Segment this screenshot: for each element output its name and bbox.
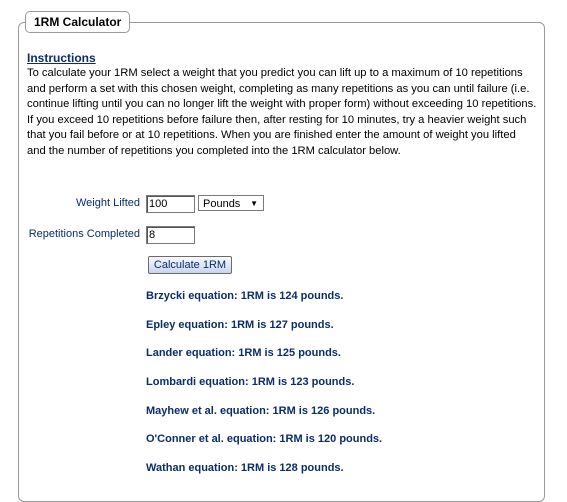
calculate-1rm-button[interactable]: Calculate 1RM [148,256,232,274]
weight-lifted-label: Weight Lifted [75,197,140,209]
instructions-text: To calculate your 1RM select a weight that you predict you can lift up to a maximum of 10 repetitions and perform a set with this chosen weight, completing as many repetitions as you can until failure (i.e. continue lifting until you can no longer lift the weight with proper form) without exceeding 10 repetitions. If you exceed 10 repetitions before failure then, after resting for 10 minutes, try a heavier weight such that you fail before or at 10 repetitions. When you are finished enter the amount of weight you lifted and the number of repetitions you completed into the 1RM calculator below. [27,67,537,157]
repetitions-completed-input[interactable]: 8 [146,226,195,244]
unit-select-value: Pounds [203,198,241,210]
result-brzycki: Brzycki equation: 1RM is 124 pounds. [146,290,344,302]
chevron-down-icon: ▼ [250,199,258,208]
result-oconner: O'Conner et al. equation: 1RM is 120 pounds. [146,433,383,445]
unit-select[interactable] [198,195,264,211]
result-mayhew: Mayhew et al. equation: 1RM is 126 pounds. [146,405,376,417]
result-epley: Epley equation: 1RM is 127 pounds. [146,319,334,331]
weight-lifted-input[interactable]: 100 [146,195,195,213]
repetitions-completed-label: Repetitions Completed [28,228,140,240]
calculator-title: 1RM Calculator [25,11,130,33]
result-wathan: Wathan equation: 1RM is 128 pounds. [146,462,344,474]
result-lander: Lander equation: 1RM is 125 pounds. [146,347,341,359]
result-lombardi: Lombardi equation: 1RM is 123 pounds. [146,376,355,388]
instructions-heading: Instructions [27,51,96,65]
